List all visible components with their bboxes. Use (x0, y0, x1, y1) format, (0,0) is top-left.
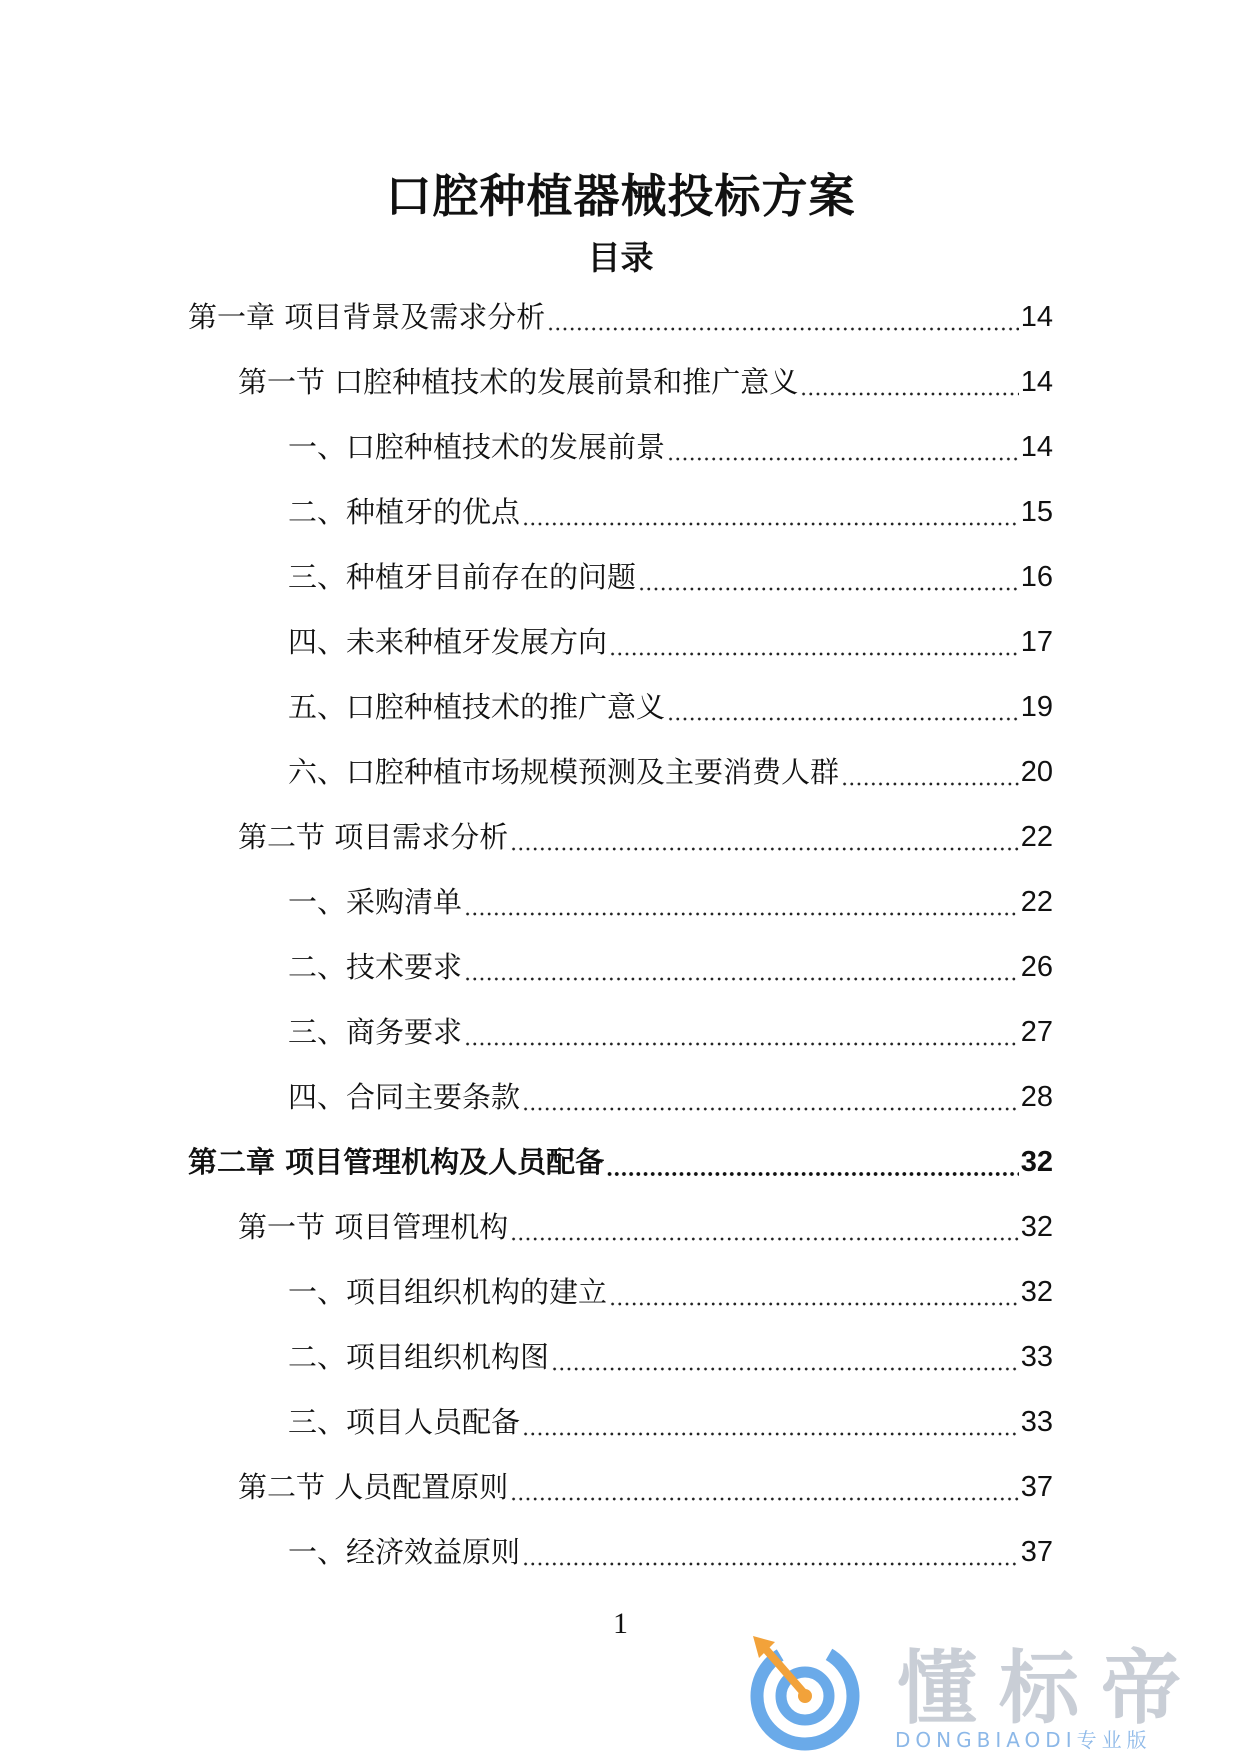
toc-entry-page: 32 (1020, 1211, 1053, 1243)
toc-entry-title: 二、技术要求 (288, 950, 463, 984)
toc-entry-title: 一、采购清单 (288, 885, 463, 919)
toc-entry-page: 27 (1020, 1016, 1053, 1048)
toc-dot-leader (522, 1532, 1019, 1572)
toc-entry[interactable] (0, 1142, 1241, 1207)
toc-entry[interactable] (0, 1402, 1241, 1467)
toc-entry[interactable] (0, 882, 1241, 947)
toc-entry-title: 一、项目组织机构的建立 (288, 1275, 608, 1309)
toc-entry-title: 四、未来种植牙发展方向 (288, 625, 608, 659)
table-of-contents (0, 297, 1241, 1597)
toc-entry-page: 32 (1020, 1146, 1053, 1178)
toc-dot-leader (464, 882, 1019, 922)
toc-entry-title: 第二章 项目管理机构及人员配备 (188, 1145, 605, 1179)
toc-dot-leader (464, 947, 1019, 987)
toc-entry[interactable] (0, 1207, 1241, 1272)
toc-entry-title: 三、项目人员配备 (288, 1405, 521, 1439)
toc-entry[interactable] (0, 687, 1241, 752)
toc-dot-leader (464, 1012, 1019, 1052)
toc-entry-title: 三、种植牙目前存在的问题 (288, 560, 637, 594)
toc-dot-leader (522, 492, 1019, 532)
toc-entry[interactable] (0, 362, 1241, 427)
watermark (745, 1620, 1225, 1750)
toc-entry-page: 33 (1020, 1341, 1053, 1373)
toc-entry-page: 17 (1020, 626, 1053, 658)
toc-entry-title: 三、商务要求 (288, 1015, 463, 1049)
toc-entry-page: 32 (1020, 1276, 1053, 1308)
toc-dot-leader (841, 752, 1019, 792)
toc-entry-page: 22 (1020, 821, 1053, 853)
toc-entry-title: 四、合同主要条款 (288, 1080, 521, 1114)
toc-entry-page: 33 (1020, 1406, 1053, 1438)
toc-dot-leader (800, 362, 1019, 402)
toc-dot-leader (551, 1337, 1019, 1377)
toc-dot-leader (510, 817, 1019, 857)
toc-entry-title: 第一节 项目管理机构 (238, 1210, 509, 1244)
toc-entry[interactable] (0, 427, 1241, 492)
toc-entry-page: 14 (1020, 301, 1053, 333)
toc-entry-title: 第二节 项目需求分析 (238, 820, 509, 854)
toc-entry-page: 26 (1020, 951, 1053, 983)
toc-entry[interactable] (0, 1467, 1241, 1532)
toc-dot-leader (667, 427, 1019, 467)
toc-dot-leader (547, 297, 1019, 337)
toc-dot-leader (510, 1207, 1019, 1247)
toc-entry-page: 14 (1020, 431, 1053, 463)
toc-entry-title: 五、口腔种植技术的推广意义 (288, 690, 666, 724)
toc-dot-leader (606, 1142, 1019, 1182)
toc-dot-leader (667, 687, 1019, 727)
toc-entry[interactable] (0, 1337, 1241, 1402)
toc-entry-page: 16 (1020, 561, 1053, 593)
toc-entry[interactable] (0, 1012, 1241, 1077)
toc-entry-page: 37 (1020, 1471, 1053, 1503)
toc-entry[interactable] (0, 1272, 1241, 1337)
toc-entry[interactable] (0, 817, 1241, 882)
toc-entry[interactable] (0, 492, 1241, 557)
toc-dot-leader (638, 557, 1019, 597)
toc-entry-title: 第一节 口腔种植技术的发展前景和推广意义 (238, 365, 799, 399)
toc-entry-page: 15 (1020, 496, 1053, 528)
toc-entry-title: 一、口腔种植技术的发展前景 (288, 430, 666, 464)
toc-entry-page: 20 (1020, 756, 1053, 788)
toc-entry-page: 14 (1020, 366, 1053, 398)
toc-entry-title: 第二节 人员配置原则 (238, 1470, 509, 1504)
page-number: 1 (613, 1607, 628, 1640)
toc-dot-leader (609, 622, 1019, 662)
toc-heading: 目录 (587, 238, 654, 277)
toc-entry-page: 19 (1020, 691, 1053, 723)
toc-entry[interactable] (0, 557, 1241, 622)
toc-dot-leader (522, 1077, 1019, 1117)
toc-entry[interactable] (0, 752, 1241, 817)
toc-entry-page: 28 (1020, 1081, 1053, 1113)
toc-entry-title: 二、项目组织机构图 (288, 1340, 550, 1374)
toc-entry[interactable] (0, 622, 1241, 687)
toc-entry[interactable] (0, 947, 1241, 1012)
toc-dot-leader (609, 1272, 1019, 1312)
toc-dot-leader (510, 1467, 1019, 1507)
toc-entry-title: 六、口腔种植市场规模预测及主要消费人群 (288, 755, 840, 789)
toc-entry[interactable] (0, 1077, 1241, 1142)
toc-entry[interactable] (0, 1532, 1241, 1597)
target-arrow-icon (745, 1632, 865, 1752)
watermark-subtitle: DONGBIAODI专业版 (895, 1728, 1152, 1752)
toc-entry-page: 22 (1020, 886, 1053, 918)
toc-entry-title: 第一章 项目背景及需求分析 (188, 300, 546, 334)
toc-entry-title: 一、经济效益原则 (288, 1535, 521, 1569)
toc-entry[interactable] (0, 297, 1241, 362)
toc-entry-page: 37 (1020, 1536, 1053, 1568)
toc-entry-title: 二、种植牙的优点 (288, 495, 521, 529)
toc-dot-leader (522, 1402, 1019, 1442)
watermark-brand: 懂标帝 (897, 1642, 1203, 1735)
document-title: 口腔种植器械投标方案 (385, 169, 856, 223)
